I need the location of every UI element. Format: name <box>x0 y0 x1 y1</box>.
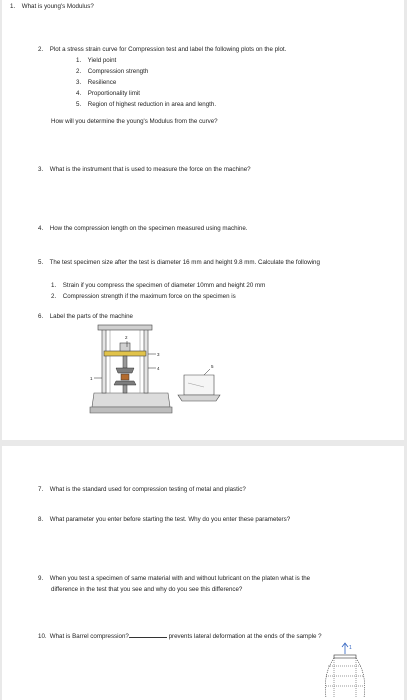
question-2-item-4: 4. Proportionality limit <box>76 90 141 97</box>
machine-column-right <box>144 327 148 393</box>
question-2-item-2: 2. Compression strength <box>76 68 149 75</box>
question-5: 5. The test specimen size after the test is diameter 16 mm and height 9.8 mm. Calculate the following <box>38 259 320 266</box>
machine-label-2: 2 <box>125 335 128 340</box>
barrel-specimen-sketch <box>314 642 374 700</box>
machine-label-3: 3 <box>157 352 160 357</box>
specimen <box>121 374 129 380</box>
lower-platen <box>114 381 136 385</box>
worksheet-page-2 <box>2 446 404 700</box>
load-cell <box>120 343 130 351</box>
laptop-keyboard <box>178 395 220 401</box>
question-2-item-1: 1. Yield point <box>76 57 117 64</box>
question-10: 10. What is Barrel compression? prevents lateral deformation at the ends of the sample ? <box>38 633 322 640</box>
machine-label-4: 4 <box>157 366 160 371</box>
question-5-item-1: 1. Strain if you compress the specimen of diameter 10mm and height 20 mm <box>51 282 266 289</box>
machine-label-1: 1 <box>90 376 93 381</box>
question-2-item-5: 5. Region of highest reduction in area and length. <box>76 101 217 108</box>
question-1: 1. What is young's Modulus? <box>10 3 94 10</box>
question-4: 4. How the compression length on the specimen measured using machine. <box>38 225 248 232</box>
question-5-item-2: 2. Compression strength if the maximum force on the specimen is <box>51 293 236 300</box>
sketch-label: 1 <box>349 645 352 651</box>
question-8: 8. What parameter you enter before starting the test. Why do you enter these parameters? <box>38 516 291 523</box>
machine-label-5: 5 <box>211 364 214 369</box>
barrel-outline <box>325 658 364 698</box>
laptop-screen <box>184 375 214 395</box>
question-2-followup: How will you determine the young's Modulus from the curve? <box>51 118 218 125</box>
question-2: 2. Plot a stress strain curve for Compression test and label the following plots on the plot. <box>38 46 287 53</box>
upper-platen <box>116 368 134 373</box>
machine-base <box>92 393 170 407</box>
machine-column-left <box>102 327 106 393</box>
question-3: 3. What is the instrument that is used to measure the force on the machine? <box>38 166 251 173</box>
question-9-line-2: difference in the test that you see and why do you see this difference? <box>51 586 243 593</box>
question-2-item-3: 3. Resilience <box>76 79 117 86</box>
question-6: 6. Label the parts of the machine <box>38 313 133 320</box>
question-9: 9. When you test a specimen of same material with and without lubricant on the platen what is the <box>38 575 311 582</box>
worksheet-page-1 <box>2 0 404 440</box>
question-7: 7. What is the standard used for compression testing of metal and plastic? <box>38 486 246 493</box>
upper-platen-sketch <box>334 655 356 658</box>
moving-crosshead <box>104 351 146 356</box>
top-crosshead <box>98 325 152 330</box>
testing-machine-image <box>86 323 226 415</box>
answer-blank[interactable] <box>129 631 167 638</box>
